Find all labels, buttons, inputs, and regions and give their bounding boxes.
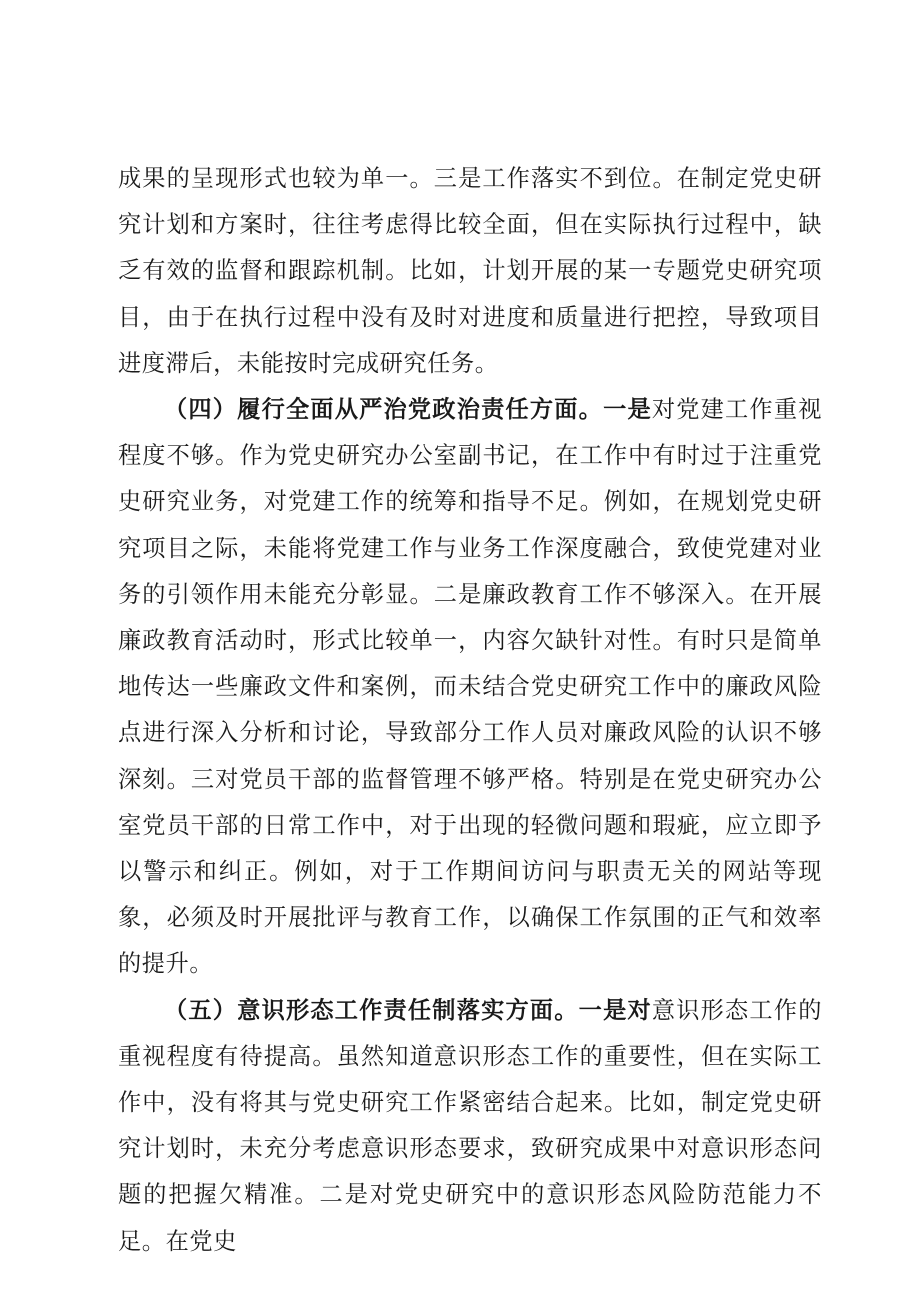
section-four-lead: 一是 [603, 396, 652, 424]
paragraph-continuation [118, 156, 822, 387]
paragraph-section-five [118, 988, 822, 1265]
section-five-body: 意识形态工作的重视程度有待提高。虽然知道意识形态工作的重要性，但在实际工作中，没有将其与党史研究工作紧密结合起来。比如，制定党史研究计划时，未充分考虑意识形态要求，致研究成果中对意识形态问题的把握欠精准。二是对党史研究中的意识形态风险防范能力不足。在党史 [118, 996, 822, 1255]
section-five-lead: 一是对 [578, 996, 652, 1024]
section-four-body: 对党建工作重视程度不够。作为党史研究办公室副书记，在工作中有时过于注重党史研究业务，对党建工作的统筹和指导不足。例如，在规划党史研究项目之际，未能将党建工作与业务工作深度融合，致使党建对业务的引领作用未能充分彰显。二是廉政教育工作不够深入。在开展廉政教育活动时，形式比较单一，内容欠缺针对性。有时只是简单地传达一些廉政文件和案例，而未结合党史研究工作中的廉政风险点进行深入分析和讨论，导致部分工作人员对廉政风险的认识不够深刻。三对党员干部的监督管理不够严格。特别是在党史研究办公室党员干部的日常工作中，对于出现的轻微问题和瑕疵，应立即予以警示和纠正。例如，对于工作期间访问与职责无关的网站等现象，必须及时开展批评与教育工作，以确保工作氛围的正气和效率的提升。 [118, 396, 822, 978]
section-five-heading: （五）意识形态工作责任制落实方面。 [164, 996, 579, 1024]
paragraph-body-text: 成果的呈现形式也较为单一。三是工作落实不到位。在制定党史研究计划和方案时，往往考虑得比较全面，但在实际执行过程中，缺乏有效的监督和跟踪机制。比如，计划开展的某一专题党史研究项目，由于在执行过程中没有及时对进度和质量进行把控，导致项目进度滞后，未能按时完成研究任务。 [118, 165, 822, 377]
section-four-heading: （四）履行全面从严治党政治责任方面。 [164, 396, 604, 424]
document-body [118, 156, 822, 1265]
paragraph-section-four [118, 387, 822, 988]
